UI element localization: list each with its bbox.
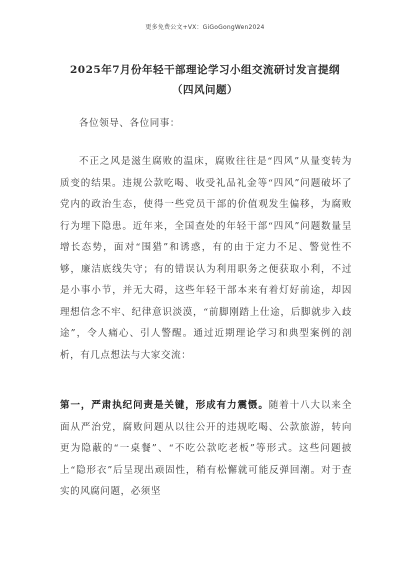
document-title: 2025年7月份年轻干部理论学习小组交流研讨发言提纲	[69, 64, 341, 76]
paragraph-point-one	[60, 395, 352, 503]
document-subtitle: （四风问题）	[172, 84, 238, 96]
salutation: 各位领导、各位同事：	[79, 118, 181, 129]
paragraph-body: 随着十八大以来全面从严治党，腐败问题从以往公开的违规吃喝、公款旅游，转向更为隐蔽的“一桌餐”、“不吃公款吃老板”等形式。这些问题披上“隐形衣”后呈现出顽固性，稍有松懈就可能反弹回潮。对于查实的风腐问题，必须坚	[60, 400, 352, 497]
paragraph-intro: 不正之风是滋生腐败的温床，腐败往往是“四风”从量变转为质变的结果。违规公款吃喝、收受礼品礼金等“四风”问题破坏了党内的政治生态，使得一些党员干部的价值观发生偏移，为腐败行为埋下隐患。近年来，全国查处的年轻干部“四风”问题数量呈增长态势，面对“围猎”和诱惑，有的由于定力不足、警觉性不够，廉洁底线失守；有的错误认为利用职务之便获取小利，不过是小事小节，并无大碍，这些年轻干部本来有着灯好前途，却因理想信念不牢、纪律意识淡漠，“前脚刚踏上仕途，后脚就步入歧途”，令人痛心、引人警醒。通过近期理论学习和典型案例的剖析，有几点想法与大家交流：	[60, 156, 352, 361]
paragraph-lead: 第一，严肃执纪问责是关键，形成有力震慑。	[60, 400, 269, 411]
header-note: 更多免费公文+VX：GiGoGongWen2024	[145, 24, 265, 31]
